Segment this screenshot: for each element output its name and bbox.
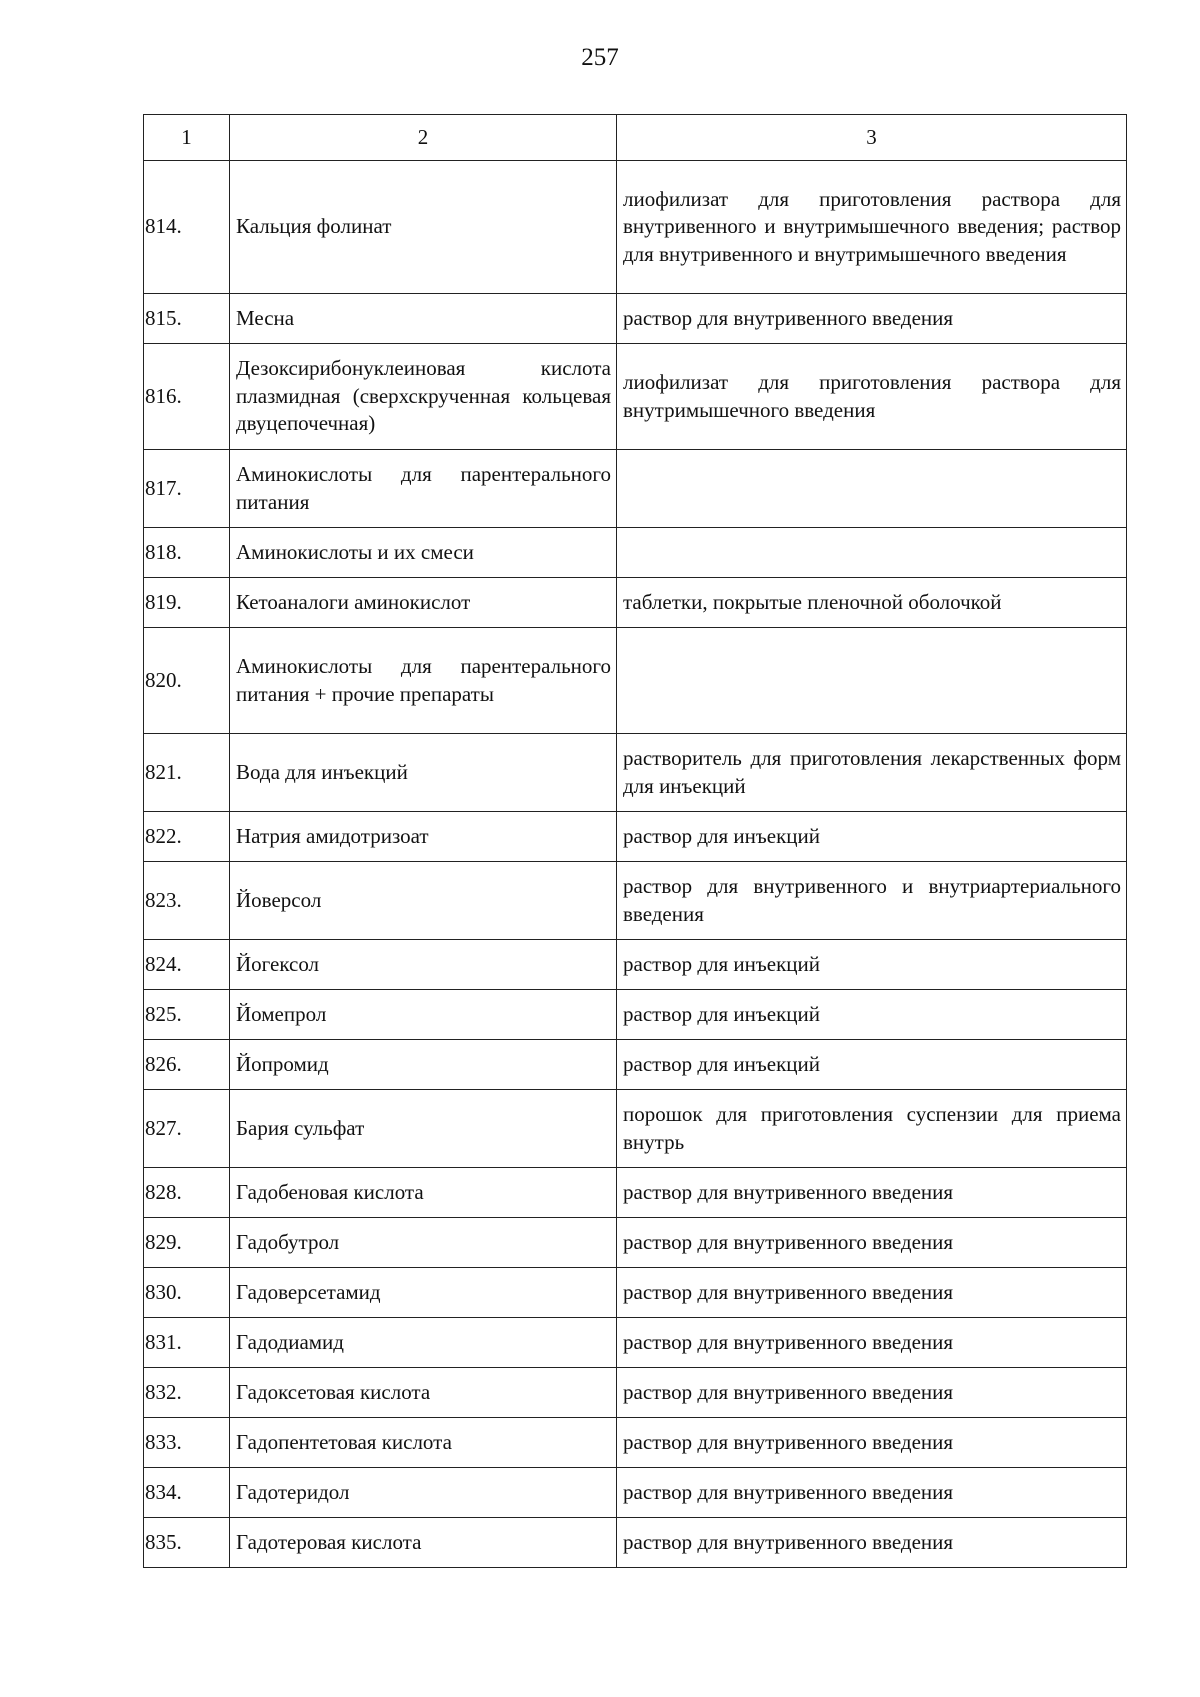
drug-name: Гадобеновая кислота [230, 1168, 617, 1218]
dosage-form: раствор для внутривенного введения [617, 1368, 1127, 1418]
table-row [144, 1418, 1127, 1468]
table-row [144, 1218, 1127, 1268]
row-number: 825. [144, 990, 230, 1040]
dosage-form: раствор для инъекций [617, 940, 1127, 990]
header-cell-3: 3 [617, 115, 1127, 161]
drug-name: Месна [230, 294, 617, 344]
drug-name: Гадобутрол [230, 1218, 617, 1268]
table-row [144, 294, 1127, 344]
table-row [144, 1368, 1127, 1418]
dosage-form: таблетки, покрытые пленочной оболочкой [617, 578, 1127, 628]
drug-name: Бария сульфат [230, 1090, 617, 1168]
drug-name: Гадодиамид [230, 1318, 617, 1368]
table-row [144, 734, 1127, 812]
drug-name: Аминокислоты для парентерального питания [230, 450, 617, 528]
table-row [144, 940, 1127, 990]
dosage-form: раствор для внутривенного введения [617, 1318, 1127, 1368]
row-number: 815. [144, 294, 230, 344]
header-cell-1: 1 [144, 115, 230, 161]
drug-name: Натрия амидотризоат [230, 812, 617, 862]
dosage-form: раствор для внутривенного введения [617, 1418, 1127, 1468]
row-number: 821. [144, 734, 230, 812]
table-row [144, 990, 1127, 1040]
drug-name: Йоверсол [230, 862, 617, 940]
drug-name: Йопромид [230, 1040, 617, 1090]
row-number: 826. [144, 1040, 230, 1090]
row-number: 818. [144, 528, 230, 578]
dosage-form: раствор для внутривенного и внутриартериального введения [617, 862, 1127, 940]
table-row [144, 1318, 1127, 1368]
dosage-form: раствор для внутривенного введения [617, 1168, 1127, 1218]
drug-name: Дезоксирибонуклеиновая кислота плазмидная (сверхскрученная кольцевая двуцепочечная) [230, 344, 617, 450]
drug-table [143, 114, 1127, 1568]
table-row [144, 1090, 1127, 1168]
table-row [144, 161, 1127, 294]
table-row [144, 1268, 1127, 1318]
row-number: 816. [144, 344, 230, 450]
table-row [144, 1518, 1127, 1568]
row-number: 828. [144, 1168, 230, 1218]
table-row [144, 862, 1127, 940]
row-number: 819. [144, 578, 230, 628]
table-header-row [144, 115, 1127, 161]
dosage-form: раствор для инъекций [617, 990, 1127, 1040]
table-row [144, 1040, 1127, 1090]
row-number: 830. [144, 1268, 230, 1318]
row-number: 831. [144, 1318, 230, 1368]
dosage-form [617, 628, 1127, 734]
table-row [144, 1468, 1127, 1518]
dosage-form: лиофилизат для приготовления раствора для внутривенного и внутримышечного введения; раствор для внутривенного и внутримышечного введения [617, 161, 1127, 294]
drug-name: Йогексол [230, 940, 617, 990]
dosage-form: раствор для внутривенного введения [617, 294, 1127, 344]
table-row [144, 812, 1127, 862]
table-row [144, 628, 1127, 734]
dosage-form: раствор для внутривенного введения [617, 1268, 1127, 1318]
header-cell-2: 2 [230, 115, 617, 161]
row-number: 814. [144, 161, 230, 294]
drug-name: Гадопентетовая кислота [230, 1418, 617, 1468]
dosage-form [617, 528, 1127, 578]
row-number: 834. [144, 1468, 230, 1518]
drug-name: Гадоверсетамид [230, 1268, 617, 1318]
drug-name: Гадотеридол [230, 1468, 617, 1518]
table-row [144, 1168, 1127, 1218]
row-number: 817. [144, 450, 230, 528]
table-row [144, 450, 1127, 528]
row-number: 824. [144, 940, 230, 990]
page-number: 257 [581, 44, 619, 71]
drug-name: Гадоксетовая кислота [230, 1368, 617, 1418]
row-number: 822. [144, 812, 230, 862]
row-number: 820. [144, 628, 230, 734]
drug-name: Аминокислоты для парентерального питания + прочие препараты [230, 628, 617, 734]
dosage-form: раствор для инъекций [617, 1040, 1127, 1090]
row-number: 833. [144, 1418, 230, 1468]
drug-name: Кальция фолинат [230, 161, 617, 294]
row-number: 827. [144, 1090, 230, 1168]
table-row [144, 344, 1127, 450]
dosage-form: растворитель для приготовления лекарственных форм для инъекций [617, 734, 1127, 812]
table-row [144, 528, 1127, 578]
drug-name: Гадотеровая кислота [230, 1518, 617, 1568]
row-number: 829. [144, 1218, 230, 1268]
table-row [144, 578, 1127, 628]
dosage-form [617, 450, 1127, 528]
row-number: 835. [144, 1518, 230, 1568]
dosage-form: раствор для внутривенного введения [617, 1518, 1127, 1568]
drug-name: Йомепрол [230, 990, 617, 1040]
row-number: 823. [144, 862, 230, 940]
dosage-form: раствор для внутривенного введения [617, 1468, 1127, 1518]
drug-name: Аминокислоты и их смеси [230, 528, 617, 578]
dosage-form: порошок для приготовления суспензии для приема внутрь [617, 1090, 1127, 1168]
dosage-form: раствор для инъекций [617, 812, 1127, 862]
dosage-form: лиофилизат для приготовления раствора для внутримышечного введения [617, 344, 1127, 450]
drug-name: Вода для инъекций [230, 734, 617, 812]
dosage-form: раствор для внутривенного введения [617, 1218, 1127, 1268]
row-number: 832. [144, 1368, 230, 1418]
drug-name: Кетоаналоги аминокислот [230, 578, 617, 628]
